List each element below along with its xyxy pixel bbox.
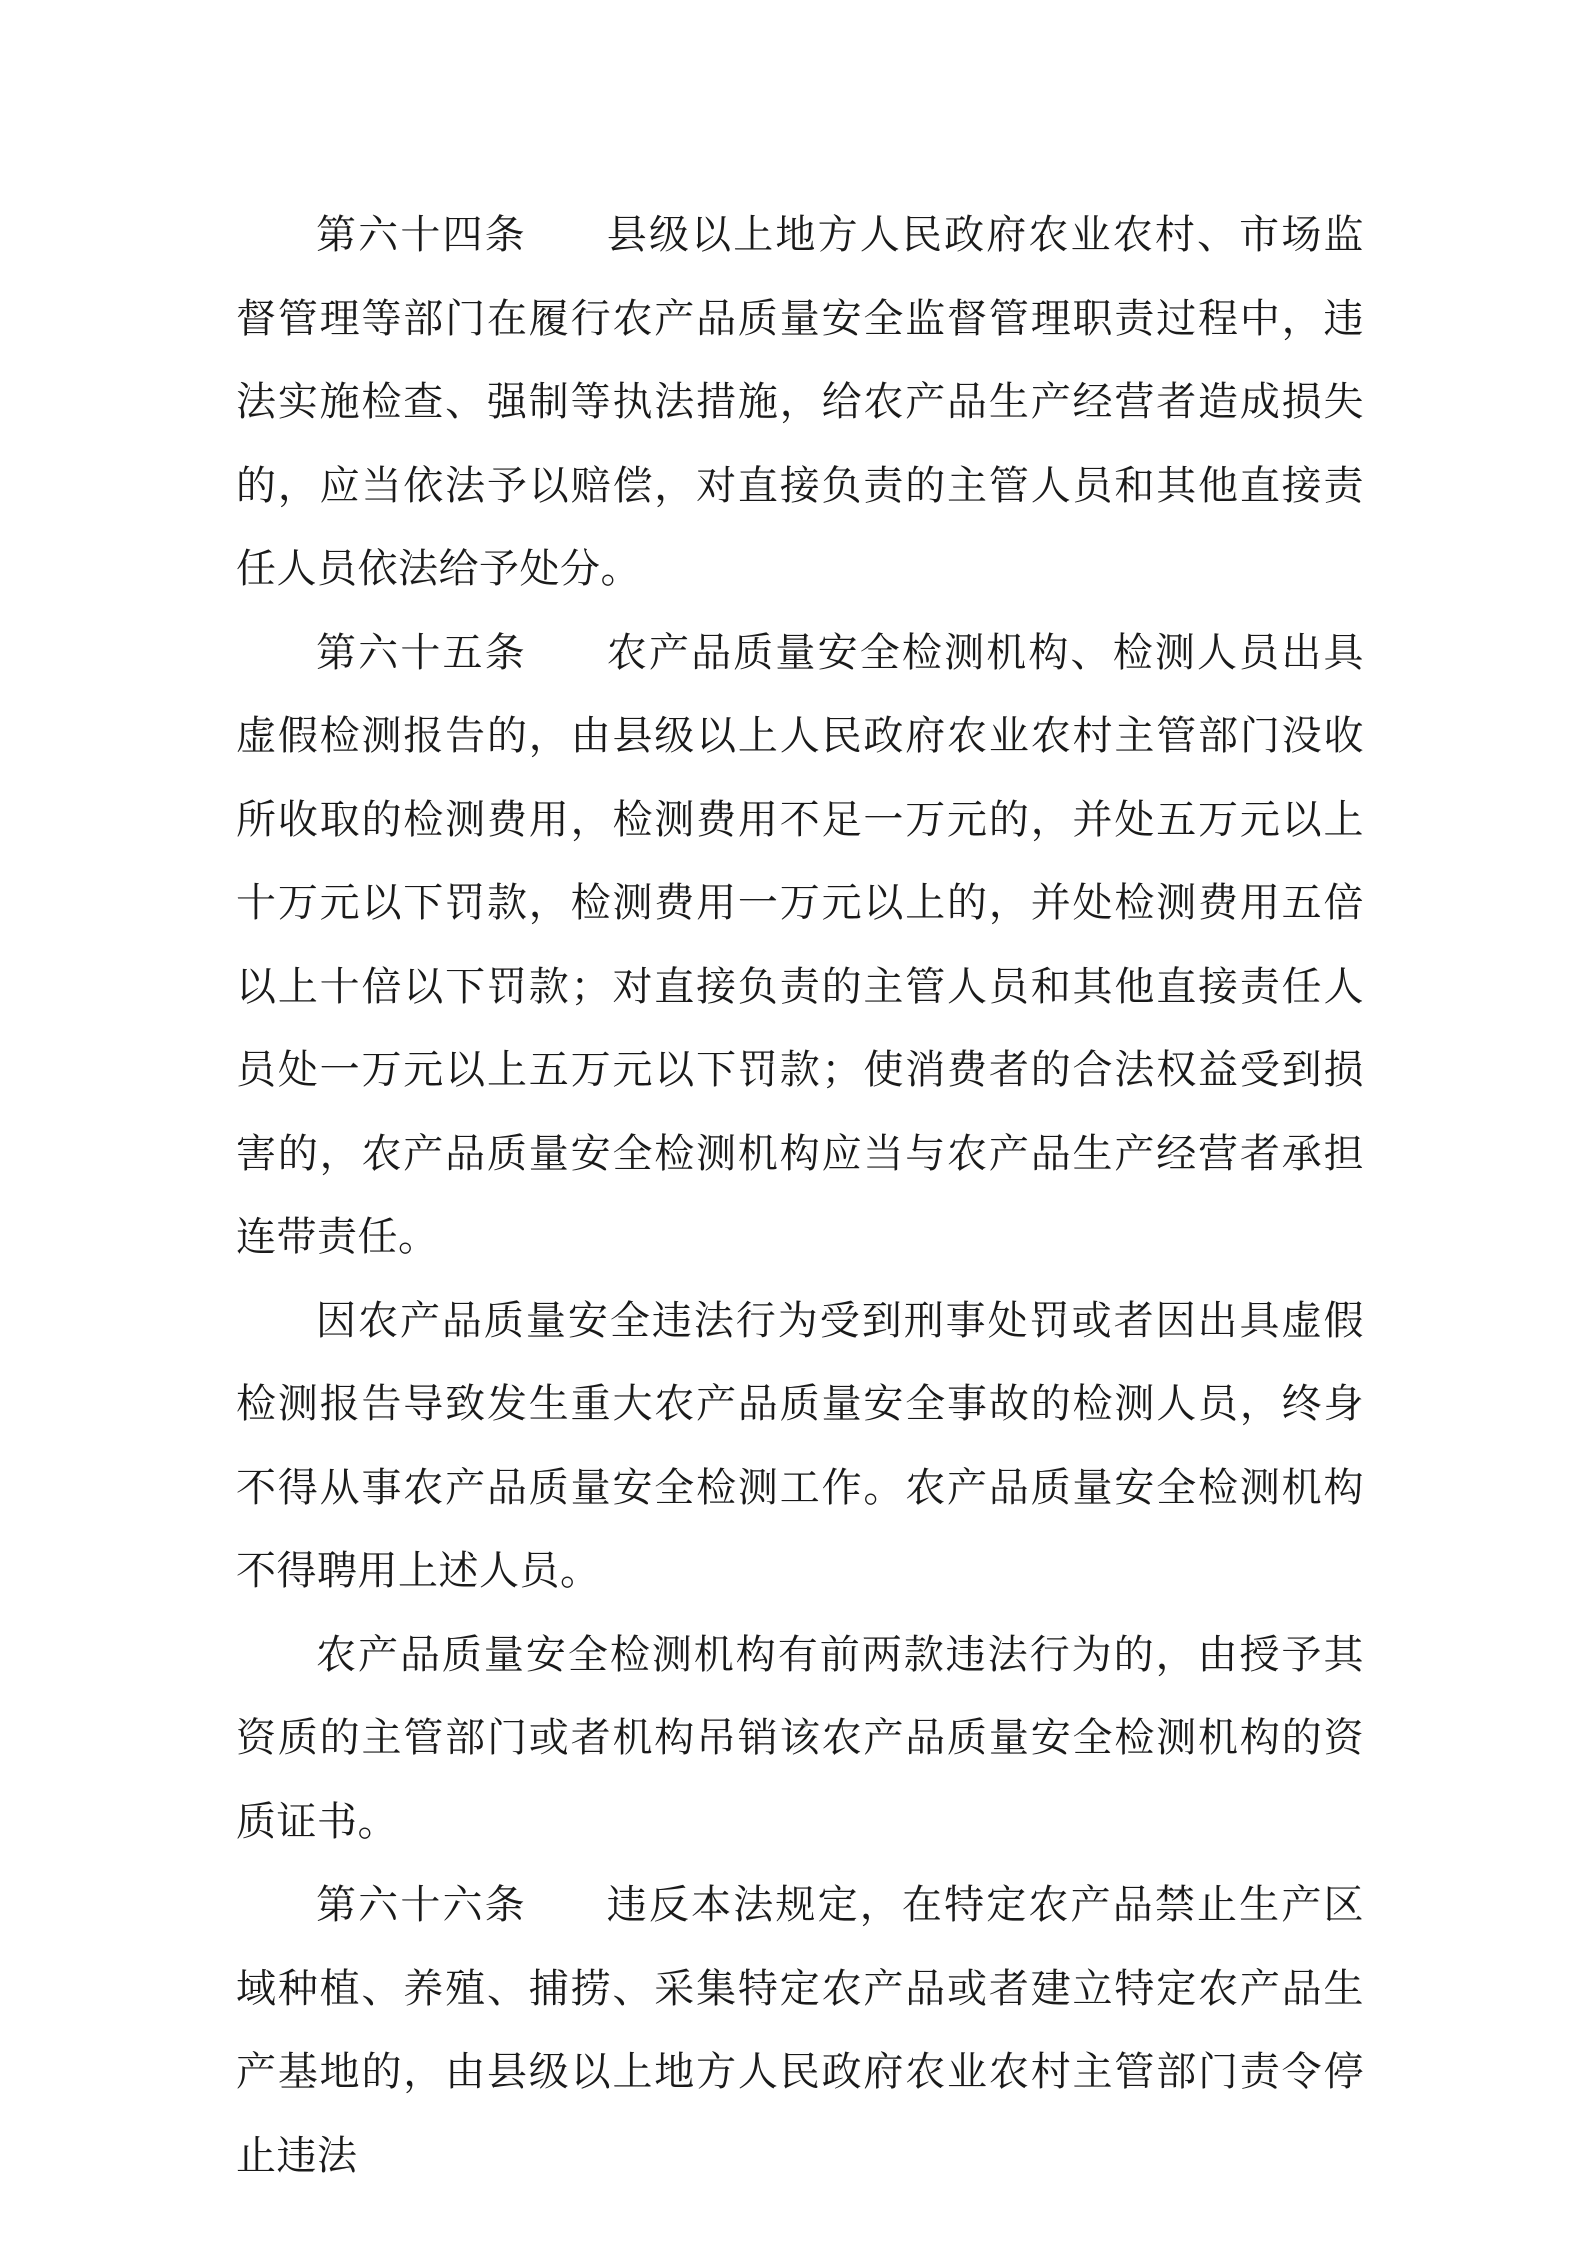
article-65-paragraph: [236, 612, 1364, 1280]
article-64-text: 县级以上地方人民政府农业农村、市场监督管理等部门在履行农产品质量安全监督管理职责过程中，违法实施检查、强制等执法措施，给农产品生产经营者造成损失的，应当依法予以赔偿，对直接负责的主管人员和其他直接责任人员依法给予处分。: [236, 212, 1365, 592]
article-66-number: 第六十六条: [316, 1882, 527, 1928]
article-65-clause-2: 因农产品质量安全违法行为受到刑事处罚或者因出具虚假检测报告导致发生重大农产品质量安全事故的检测人员，终身不得从事农产品质量安全检测工作。农产品质量安全检测机构不得聘用上述人员。: [236, 1297, 1364, 1594]
article-64-paragraph: [236, 194, 1364, 612]
article-65-clause-3: 农产品质量安全检测机构有前两款违法行为的，由授予其资质的主管部门或者机构吊销该农产品质量安全检测机构的资质证书。: [236, 1631, 1364, 1845]
article-66-text: 违反本法规定，在特定农产品禁止生产区域种植、养殖、捕捞、采集特定农产品或者建立特定农产品生产基地的，由县级以上地方人民政府农业农村主管部门责令停止违法: [236, 1882, 1365, 2179]
article-65-text: 农产品质量安全检测机构、检测人员出具虚假检测报告的，由县级以上人民政府农业农村主管部门没收所收取的检测费用，检测费用不足一万元的，并处五万元以上十万元以下罚款，检测费用一万元以上的，并处检测费用五倍以上十倍以下罚款；对直接负责的主管人员和其他直接责任人员处一万元以上五万元以下罚款；使消费者的合法权益受到损害的，农产品质量安全检测机构应当与农产品生产经营者承担连带责任。: [236, 629, 1365, 1260]
document-body: [236, 194, 1364, 2198]
article-65-number: 第六十五条: [316, 629, 527, 676]
article-64-number: 第六十四条: [316, 212, 527, 258]
article-66-paragraph: [236, 1864, 1364, 2198]
